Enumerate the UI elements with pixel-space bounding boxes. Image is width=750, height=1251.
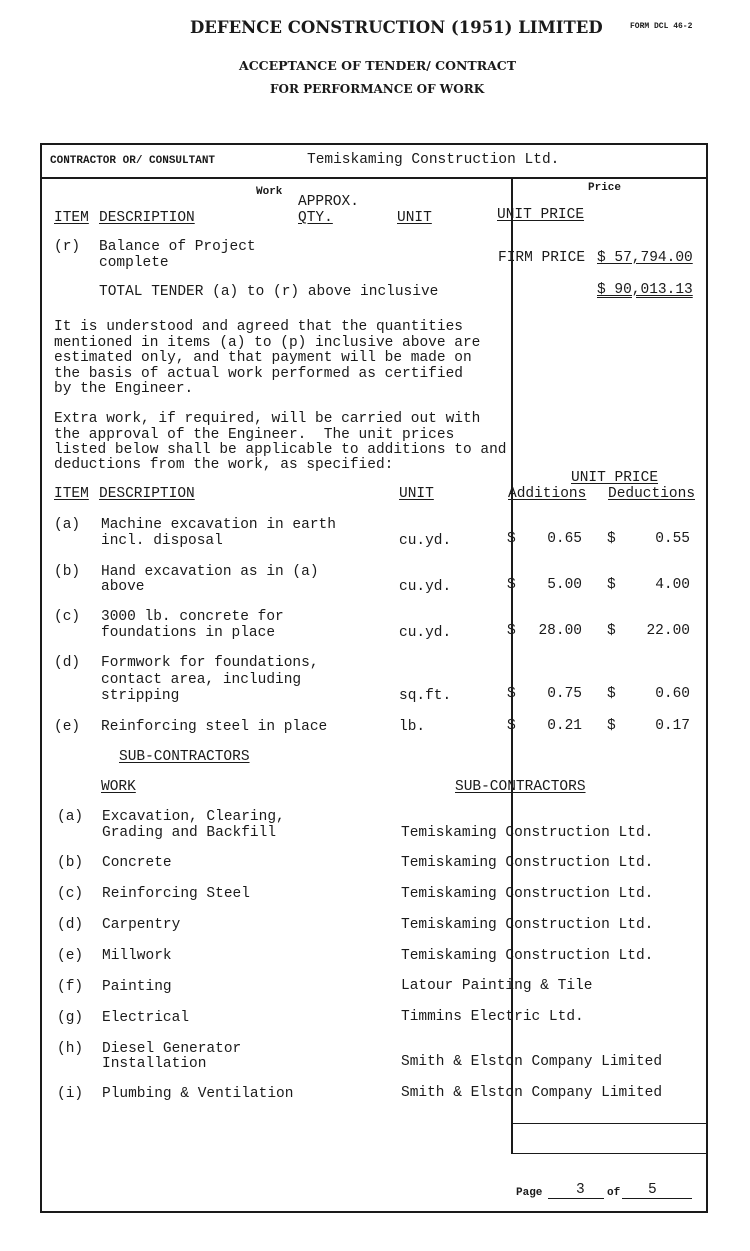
deductions-value: 4.00 (655, 577, 690, 593)
subcontractors-heading: SUB-CONTRACTORS (119, 749, 250, 765)
subcontractor-letter: (h) (57, 1041, 84, 1057)
page-label: Page (516, 1187, 543, 1199)
terms-line: estimated only, and that payment will be made on (54, 350, 472, 366)
terms-line: by the Engineer. (54, 381, 194, 397)
frame-right (706, 143, 708, 1213)
page-number: 3 (576, 1182, 585, 1198)
subcontractor-letter: (c) (57, 886, 84, 902)
deductions-currency: $ (607, 718, 616, 734)
subcontractor-work: Grading and Backfill (102, 825, 277, 841)
unit-header: UNIT (397, 210, 432, 226)
additions-header: Additions (508, 486, 587, 502)
extra-work-line: listed below shall be applicable to additions to and (54, 442, 507, 458)
bottom-box-line-1 (511, 1123, 706, 1124)
form-subtitle-2: FOR PERFORMANCE OF WORK (270, 82, 485, 96)
extra-item-description: Machine excavation in earth (101, 517, 336, 533)
subcontractor-work: Painting (102, 979, 172, 995)
page-total-underline (622, 1198, 692, 1199)
terms-line: the basis of actual work performed as certified (54, 366, 463, 382)
subcontractor-work: Concrete (102, 855, 172, 871)
extra-item-unit: lb. (399, 719, 426, 735)
subcontractor-name: Temiskaming Construction Ltd. (401, 948, 654, 964)
form-subtitle: ACCEPTANCE OF TENDER/ CONTRACT (239, 58, 517, 73)
deductions-currency: $ (607, 577, 616, 593)
additions-currency: $ (507, 686, 516, 702)
additions-value: 0.21 (547, 718, 582, 734)
extra-work-line: the approval of the Engineer. The unit prices (54, 427, 455, 443)
price-column-divider (511, 177, 513, 1154)
subcontractor-work: Plumbing & Ventilation (102, 1086, 294, 1102)
page-number-underline (548, 1198, 604, 1199)
extra-item-header: ITEM (54, 486, 89, 502)
additions-value: 0.65 (547, 531, 582, 547)
extra-item-letter: (d) (54, 655, 81, 671)
contractor-label: CONTRACTOR OR/ CONSULTANT (50, 155, 216, 167)
additions-currency: $ (507, 718, 516, 734)
contractor-divider (40, 177, 708, 179)
subcontractor-work: Electrical (102, 1010, 190, 1026)
unit-price-subheader: UNIT PRICE (571, 470, 659, 486)
extra-item-description: Reinforcing steel in place (101, 719, 328, 735)
terms-line: It is understood and agreed that the quantities (54, 319, 463, 335)
item-r-letter: (r) (54, 239, 81, 255)
subcontractor-letter: (f) (57, 979, 84, 995)
form-title: DEFENCE CONSTRUCTION (1951) LIMITED (190, 18, 603, 37)
subcontractor-letter: (g) (57, 1010, 84, 1026)
extra-item-letter: (e) (54, 719, 81, 735)
subcontractor-name: Temiskaming Construction Ltd. (401, 917, 654, 933)
contractor-name: Temiskaming Construction Ltd. (307, 152, 560, 168)
extra-item-description: foundations in place (101, 625, 276, 641)
work-column-header: WORK (101, 779, 136, 795)
subcontractor-letter: (b) (57, 855, 84, 871)
subcontractor-work: Reinforcing Steel (102, 886, 250, 902)
subcontractor-work: Millwork (102, 948, 172, 964)
subcontractor-work: Diesel Generator (102, 1041, 242, 1057)
terms-line: mentioned in items (a) to (p) inclusive above are (54, 335, 481, 351)
extra-item-description: incl. disposal (101, 533, 223, 549)
deductions-currency: $ (607, 531, 616, 547)
deductions-currency: $ (607, 623, 616, 639)
extra-item-unit: cu.yd. (399, 533, 452, 549)
subcontractor-name: Temiskaming Construction Ltd. (401, 855, 654, 871)
page-of-label: of (607, 1187, 621, 1199)
deductions-value: 0.55 (655, 531, 690, 547)
item-r-description: Balance of Project (99, 239, 256, 255)
extra-item-description: stripping (101, 688, 180, 704)
work-header: Work (256, 186, 283, 198)
extra-item-letter: (c) (54, 609, 81, 625)
total-tender-label: TOTAL TENDER (a) to (r) above inclusive (99, 284, 439, 300)
additions-currency: $ (507, 623, 516, 639)
subcontractor-name: Temiskaming Construction Ltd. (401, 825, 654, 841)
deductions-value: 0.60 (655, 686, 690, 702)
extra-item-unit: cu.yd. (399, 625, 452, 641)
total-tender-value: $ 90,013.13 (597, 282, 693, 298)
firm-price-label: FIRM PRICE (498, 250, 586, 266)
extra-item-description: 3000 lb. concrete for (101, 609, 284, 625)
subcontractor-work: Carpentry (102, 917, 181, 933)
subcontractor-letter: (e) (57, 948, 84, 964)
extra-item-description: Hand excavation as in (a) (101, 564, 319, 580)
additions-value: 5.00 (547, 577, 582, 593)
subcontractor-letter: (i) (57, 1086, 84, 1102)
subcontractor-work: Excavation, Clearing, (102, 809, 285, 825)
additions-currency: $ (507, 531, 516, 547)
subcontractor-letter: (d) (57, 917, 84, 933)
frame-top (40, 143, 708, 145)
extra-unit-header: UNIT (399, 486, 434, 502)
extra-item-letter: (b) (54, 564, 81, 580)
page-total: 5 (648, 1182, 657, 1198)
extra-item-letter: (a) (54, 517, 81, 533)
additions-currency: $ (507, 577, 516, 593)
unit-price-header: UNIT PRICE (497, 207, 585, 223)
subcontractor-letter: (a) (57, 809, 84, 825)
subcontractor-name: Timmins Electric Ltd. (401, 1009, 584, 1025)
subcontractor-name: Latour Painting & Tile (401, 978, 593, 994)
deductions-value: 22.00 (646, 623, 690, 639)
extra-item-unit: sq.ft. (399, 688, 452, 704)
qty-header: QTY. (298, 210, 333, 226)
extra-item-description: contact area, including (101, 672, 302, 688)
extra-item-unit: cu.yd. (399, 579, 452, 595)
frame-left (40, 143, 42, 1213)
item-header: ITEM (54, 210, 89, 226)
deductions-value: 0.17 (655, 718, 690, 734)
description-header: DESCRIPTION (99, 210, 195, 226)
subcontractor-work: Installation (102, 1056, 207, 1072)
extra-work-line: Extra work, if required, will be carried out with (54, 411, 481, 427)
deductions-header: Deductions (608, 486, 696, 502)
extra-description-header: DESCRIPTION (99, 486, 195, 502)
subcontractor-name: Smith & Elston Company Limited (401, 1054, 663, 1070)
additions-value: 28.00 (538, 623, 582, 639)
approx-header: APPROX. (298, 194, 359, 210)
extra-item-description: Formwork for foundations, (101, 655, 319, 671)
item-r-description-2: complete (99, 255, 169, 271)
deductions-currency: $ (607, 686, 616, 702)
extra-work-line: deductions from the work, as specified: (54, 457, 394, 473)
frame-bottom (40, 1211, 708, 1213)
subcontractor-name: Smith & Elston Company Limited (401, 1085, 663, 1101)
extra-item-description: above (101, 579, 145, 595)
firm-price-value: $ 57,794.00 (597, 250, 693, 266)
additions-value: 0.75 (547, 686, 582, 702)
bottom-box-line-2 (511, 1153, 706, 1154)
subcontractor-name: Temiskaming Construction Ltd. (401, 886, 654, 902)
subcontractors-column-header: SUB-CONTRACTORS (455, 779, 586, 795)
price-header: Price (588, 182, 622, 194)
form-number: FORM DCL 46-2 (630, 22, 693, 31)
